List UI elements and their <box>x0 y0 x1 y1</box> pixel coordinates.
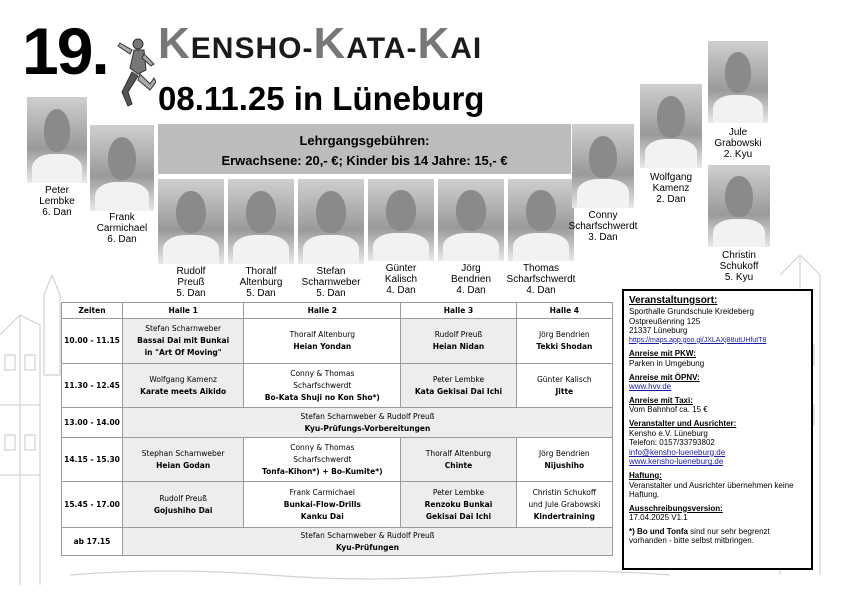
trainer-label-stefan-scharnweber: Stefan Scharnweber 5. Dan <box>301 266 361 299</box>
time-cell: 15.45 - 17.00 <box>62 482 123 528</box>
schedule-header-row <box>62 303 613 319</box>
trainer-label-thomas-scharfschwerdt: Thomas Scharfschwerdt 4. Dan <box>506 263 576 296</box>
organizer-line: Kensho e.V. Lüneburg <box>629 428 708 438</box>
session-cell: Frank Carmichael Bunkai-Flow-Drills Kanku Dai <box>244 482 401 528</box>
karate-kick-icon <box>116 36 156 108</box>
fee-box <box>158 124 571 174</box>
liability-heading: Haftung: <box>629 470 662 480</box>
col-header-zeiten: Zeiten <box>62 303 123 319</box>
session-cell: Peter Lembke Kata Gekisai Dai Ichi <box>401 364 516 408</box>
trainer-label-peter-lembke: Peter Lembke 6. Dan <box>39 185 75 218</box>
session-cell-spanning: Stefan Scharnweber & Rudolf Preuß Kyu-Prüfungen <box>123 528 613 556</box>
organizer-web-link[interactable]: www.kensho-lueneburg.de <box>629 457 724 467</box>
table-row <box>62 482 613 528</box>
trainer-label-joerg-bendrien: Jörg Bendrien 4. Dan <box>450 263 492 296</box>
trainer-photo-joerg-bendrien <box>438 179 504 261</box>
col-header-halle-1: Halle 1 <box>123 303 244 319</box>
session-cell: Peter Lembke Renzoku Bunkai Gekisai Dai Ichi <box>401 482 516 528</box>
venue-line: Ostpreußenring 125 <box>629 316 701 326</box>
time-cell: 11.30 - 12.45 <box>62 364 123 408</box>
taxi-text: Vom Bahnhof ca. 15 € <box>629 405 708 415</box>
time-cell: ab 17.15 <box>62 528 123 556</box>
session-cell: Christin Schukoff und Jule Grabowski Kindertraining <box>516 482 612 528</box>
trainer-label-jule-grabowski: Jule Grabowski 2. Kyu <box>714 127 762 160</box>
trainer-photo-thoralf-altenburg <box>228 179 294 264</box>
session-cell: Rudolf Preuß Gojushiho Dai <box>123 482 244 528</box>
venue-line: Sporthalle Grundschule Kreideberg <box>629 307 754 316</box>
venue-heading: Veranstaltungsort: <box>629 295 718 306</box>
session-cell: Conny & Thomas Scharfschwerdt Bo-Kata Shuji no Kon Sho*) <box>244 364 401 408</box>
session-cell: Stephan Scharnweber Heian Godan <box>123 438 244 482</box>
session-cell: Wolfgang Kamenz Karate meets Aikido <box>123 364 244 408</box>
trainer-photo-conny-scharfschwerdt <box>572 124 634 208</box>
equipment-note: *) Bo und Tonfa sind nur sehr begrenzt vorhanden - bitte selbst mitbringen. <box>629 526 770 546</box>
info-box <box>622 289 813 570</box>
fee-line: Erwachsene: 20,- €; Kinder bis 14 Jahre: 15,- € <box>221 153 508 168</box>
trainer-label-guenter-kalisch: Günter Kalisch 4. Dan <box>384 263 418 296</box>
session-cell: Jörg Bendrien Tekki Shodan <box>516 319 612 364</box>
organizer-heading: Veranstalter und Ausrichter: <box>629 418 737 428</box>
session-cell: Günter Kalisch Jitte <box>516 364 612 408</box>
trainer-photo-peter-lembke <box>27 97 87 183</box>
session-cell-spanning: Stefan Scharnweber & Rudolf Preuß Kyu-Prüfungs-Vorbereitungen <box>123 408 613 438</box>
trainer-label-christin-schukoff: Christin Schukoff 5. Kyu <box>719 250 759 283</box>
col-header-halle-4: Halle 4 <box>516 303 612 319</box>
table-row <box>62 319 613 364</box>
session-cell: Thoralf Altenburg Chinte <box>401 438 516 482</box>
trainer-photo-rudolf-preuss <box>158 179 224 264</box>
session-cell: Stefan Scharnweber Bassai Dai mit Bunkai in "Art Of Moving" <box>123 319 244 364</box>
table-row <box>62 438 613 482</box>
event-title: KENSHO-KATA-KAI <box>158 19 483 68</box>
trainer-label-wolfgang-kamenz: Wolfgang Kamenz 2. Dan <box>649 172 693 205</box>
version-heading: Ausschreibungsversion: <box>629 503 723 513</box>
time-cell: 14.15 - 15.30 <box>62 438 123 482</box>
col-header-halle-2: Halle 2 <box>244 303 401 319</box>
organizer-email-link[interactable]: info@kensho-lueneburg.de <box>629 447 726 457</box>
venue-map-link[interactable]: https://maps.app.goo.gl/JXLAXj88utUHfutT8 <box>629 336 767 344</box>
hvv-link[interactable]: www.hvv.de <box>629 382 672 392</box>
liability-text: Veranstalter und Ausrichter übernehmen keine Haftung. <box>629 480 794 500</box>
table-row <box>62 364 613 408</box>
trainer-photo-christin-schukoff <box>708 165 770 247</box>
trainer-photo-frank-carmichael <box>90 125 154 211</box>
pkw-text: Parken in Umgebung <box>629 358 705 368</box>
trainer-label-rudolf-preuss: Rudolf Preuß 5. Dan <box>176 266 206 299</box>
trainer-label-thoralf-altenburg: Thoralf Altenburg 5. Dan <box>239 266 283 299</box>
session-cell: Thoralf Altenburg Heian Yondan <box>244 319 401 364</box>
venue-line: 21337 Lüneburg <box>629 326 688 336</box>
schedule-table <box>61 302 613 556</box>
trainer-label-frank-carmichael: Frank Carmichael 6. Dan <box>96 212 148 245</box>
trainer-label-conny-scharfschwerdt: Conny Scharfschwerdt 3. Dan <box>568 210 638 243</box>
pkw-heading: Anreise mit PKW: <box>629 349 696 359</box>
trainer-photo-jule-grabowski <box>708 41 768 123</box>
taxi-heading: Anreise mit Taxi: <box>629 395 693 405</box>
edition-number: 19. <box>22 14 108 88</box>
version-text: 17.04.2025 V1.1 <box>629 513 688 523</box>
time-cell: 13.00 - 14.00 <box>62 408 123 438</box>
session-cell: Conny & Thomas Scharfschwerdt Tonfa-Kihon*) + Bo-Kumite*) <box>244 438 401 482</box>
organizer-phone: Telefon: 0157/33793802 <box>629 438 715 448</box>
table-row <box>62 528 613 556</box>
trainer-photo-guenter-kalisch <box>368 179 434 261</box>
time-cell: 10.00 - 11.15 <box>62 319 123 364</box>
event-date-location: 08.11.25 in Lüneburg <box>158 80 485 117</box>
table-row <box>62 408 613 438</box>
col-header-halle-3: Halle 3 <box>401 303 516 319</box>
session-cell: Jörg Bendrien Nijushiho <box>516 438 612 482</box>
fee-heading: Lehrgangsgebühren: <box>299 133 430 148</box>
opnv-heading: Anreise mit ÖPNV: <box>629 372 700 382</box>
trainer-photo-stefan-scharnweber <box>298 179 364 264</box>
trainer-photo-wolfgang-kamenz <box>640 84 702 168</box>
session-cell: Rudolf Preuß Heian Nidan <box>401 319 516 364</box>
